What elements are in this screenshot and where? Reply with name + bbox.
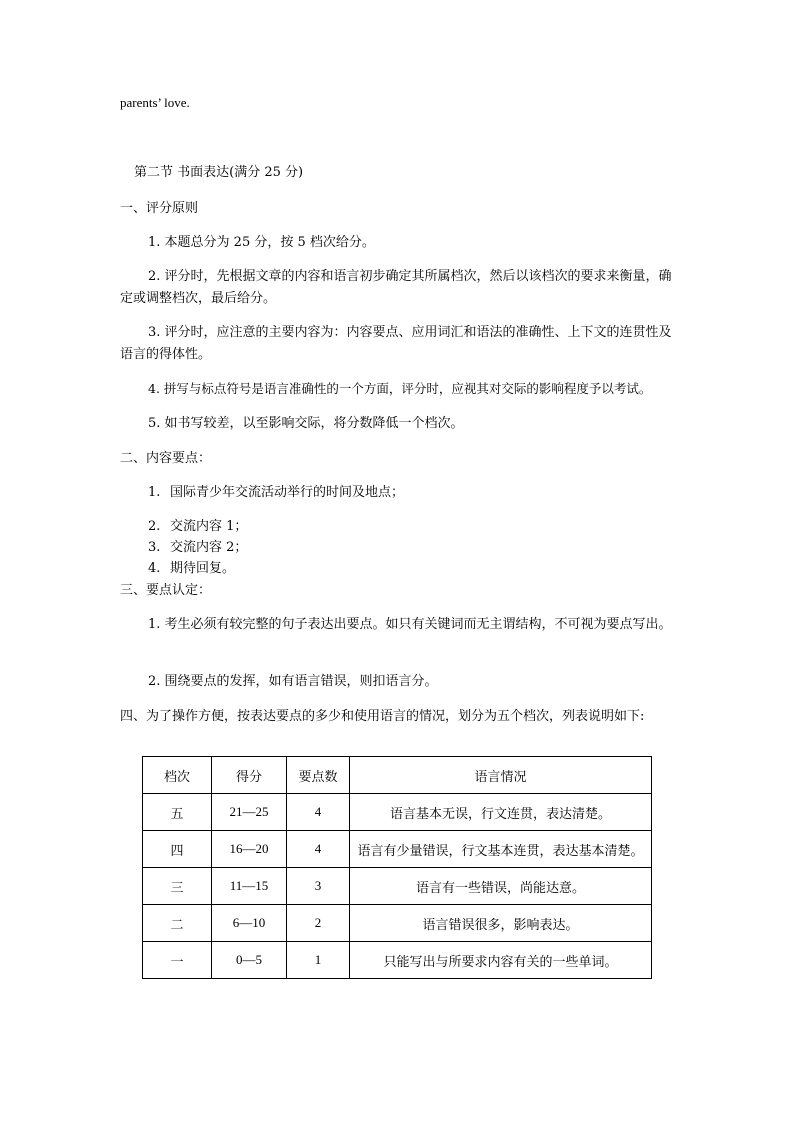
table-header-row: [143, 757, 652, 794]
score-cell: 0—5: [212, 942, 287, 979]
content-point-3: [148, 537, 247, 559]
point-count-cell: 2: [287, 905, 350, 942]
content-points-heading: 二、内容要点：: [120, 451, 212, 466]
header-point-count: 要点数: [287, 757, 350, 794]
point-rule-1: 1. 考生必须有较完整的句子表达出要点。如只有关键词而无主谓结构，不可视为要点写出。: [148, 617, 672, 632]
language-status-cell: 语言错误很多，影响表达。: [350, 905, 652, 942]
score-cell: 6—10: [212, 905, 287, 942]
point-rule-2: 2. 围绕要点的发挥，如有语言错误，则扣语言分。: [148, 674, 438, 689]
content-point-number: 3.: [148, 540, 161, 555]
grade-level-cell: 二: [143, 905, 212, 942]
grade-level-cell: 一: [143, 942, 212, 979]
point-count-cell: 1: [287, 942, 350, 979]
content-point-2: [148, 516, 247, 538]
language-status-cell: 语言有一些错误，尚能达意。: [350, 868, 652, 905]
principle-item-2: 2. 评分时，先根据文章的内容和语言初步确定其所属档次，然后以该档次的要求来衡量，确定或调整档次，最后给分。: [120, 269, 672, 306]
grade-level-cell: 四: [143, 831, 212, 868]
content-point-text: 交流内容 2；: [170, 540, 248, 555]
table-row: [143, 831, 652, 868]
language-status-cell: 只能写出与所要求内容有关的一些单词。: [350, 942, 652, 979]
score-cell: 11—15: [212, 868, 287, 905]
point-count-cell: 4: [287, 831, 350, 868]
content-point-text: 交流内容 1；: [170, 519, 248, 534]
principle-item-3: 3. 评分时，应注意的主要内容为：内容要点、应用词汇和语法的准确性、上下文的连贯性及语言的得体性。: [120, 325, 672, 362]
content-point-text: 期待回复。: [170, 561, 236, 576]
principle-item-5: 5. 如书写较差，以至影响交际，将分数降低一个档次。: [148, 416, 464, 431]
table-row: [143, 905, 652, 942]
table-row: [143, 868, 652, 905]
point-count-cell: 3: [287, 868, 350, 905]
content-point-1: [148, 482, 404, 504]
language-status-cell: 语言基本无误，行文连贯，表达清楚。: [350, 794, 652, 831]
content-point-number: 1.: [148, 485, 161, 500]
table-row: [143, 794, 652, 831]
principles-heading: 一、评分原则: [120, 201, 199, 216]
principle-item-4: 4. 拼写与标点符号是语言准确性的一个方面，评分时，应视其对交际的影响程度予以考试。: [148, 381, 652, 396]
content-point-number: 2.: [148, 519, 161, 534]
score-cell: 16—20: [212, 831, 287, 868]
header-grade-level: 档次: [143, 757, 212, 794]
table-row: [143, 942, 652, 979]
content-point-4: [148, 558, 235, 580]
content-point-number: 4.: [148, 561, 161, 576]
point-count-cell: 4: [287, 794, 350, 831]
language-status-cell: 语言有少量错误，行文基本连贯，表达基本清楚。: [350, 831, 652, 868]
grade-level-cell: 三: [143, 868, 212, 905]
section-title: 第二节 书面表达(满分 25 分): [134, 165, 304, 180]
header-score: 得分: [212, 757, 287, 794]
grade-table: [142, 756, 652, 979]
score-cell: 21—25: [212, 794, 287, 831]
header-language-status: 语言情况: [350, 757, 652, 794]
principle-item-1: 1. 本题总分为 25 分，按 5 档次给分。: [148, 235, 375, 250]
top-line: parents’ love.: [120, 95, 190, 110]
table-intro: 四、为了操作方便，按表达要点的多少和使用语言的情况，划分为五个档次，列表说明如下:: [120, 709, 645, 724]
grade-level-cell: 五: [143, 794, 212, 831]
point-rules-heading: 三、要点认定：: [120, 583, 212, 598]
content-point-text: 国际青少年交流活动举行的时间及地点；: [170, 485, 405, 500]
